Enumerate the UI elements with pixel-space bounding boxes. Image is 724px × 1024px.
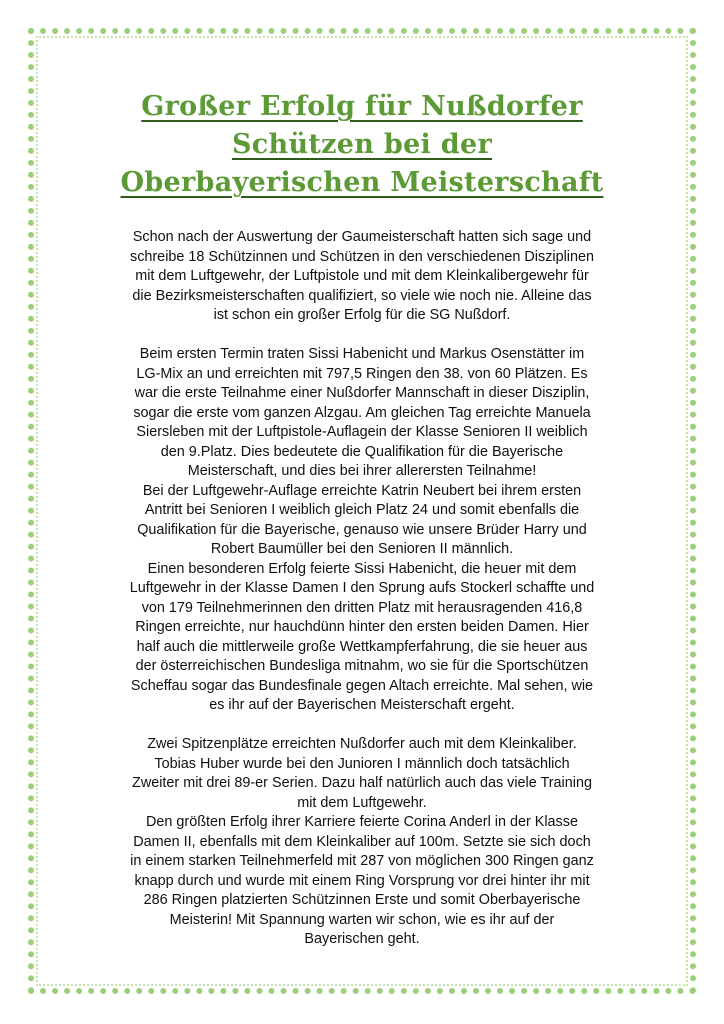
text-line: Robert Baumüller bei den Senioren II männlich. bbox=[210, 541, 514, 557]
page-title bbox=[60, 88, 664, 202]
paragraph-1 bbox=[72, 228, 652, 326]
text-line: Bayerischen geht. bbox=[304, 931, 420, 947]
text-line: mit dem Luftgewehr. bbox=[297, 794, 427, 811]
paragraph-gap bbox=[72, 326, 652, 346]
text-line: Siersleben mit der Luftpistole-Auflagein der Klasse Senioren II weiblich bbox=[136, 424, 588, 440]
text-line: in einem starken Teilnehmerfeld mit 287 von möglichen 300 Ringen ganz bbox=[130, 853, 594, 869]
text-line: knapp durch und wurde mit einem Ring Vorsprung vor drei hinter ihr mit bbox=[134, 872, 590, 889]
text-line: der österreichischen Bundesliga mitnahm, wo sie für die Sportschützen bbox=[135, 658, 589, 674]
text-line: Bei der Luftgewehr-Auflage erreichte Katrin Neubert bei ihrem ersten bbox=[142, 482, 582, 499]
text-line: Meisterschaft, und dies bei ihrer allerersten Teilnahme! bbox=[187, 463, 537, 479]
paragraph-gap bbox=[72, 716, 652, 736]
paragraph-2 bbox=[72, 345, 652, 716]
title-line: Oberbayerischen Meisterschaft bbox=[120, 167, 604, 198]
text-line: Den größten Erfolg ihrer Karriere feierte Corina Anderl in der Klasse bbox=[146, 814, 578, 830]
text-line: Schon nach der Auswertung der Gaumeisterschaft hatten sich sage und bbox=[132, 229, 592, 245]
paragraph-3 bbox=[72, 735, 652, 950]
text-line: sogar die erste vom ganzen Alzgau. Am gleichen Tag erreichte Manuela bbox=[133, 404, 591, 421]
text-line: ist schon ein großer Erfolg für die SG Nußdorf. bbox=[213, 307, 511, 323]
text-line: mit dem Luftgewehr, der Luftpistole und mit dem Kleinkalibergewehr für bbox=[135, 268, 589, 284]
text-line: Scheffau sogar das Bundesfinale gegen Altach erreichte. Mal sehen, wie bbox=[130, 677, 594, 694]
text-line: half auch die mittlerweile große Wettkampferfahrung, die sie heuer aus bbox=[136, 638, 588, 655]
text-line: es ihr auf der Bayerischen Meisterschaft ergeht. bbox=[209, 697, 515, 713]
text-line: die Bezirksmeisterschaften qualifiziert, so viele wie noch nie. Alleine das bbox=[132, 287, 592, 304]
text-line: von 179 Teilnehmerinnen den dritten Platz mit herausragenden 416,8 bbox=[141, 599, 583, 616]
text-line: Beim ersten Termin traten Sissi Habenicht und Markus Osenstätter im bbox=[139, 346, 585, 362]
title-line: Schützen bei der bbox=[231, 129, 492, 160]
text-line: Ringen erreichte, nur hauchdünn hinter den ersten beiden Damen. Hier bbox=[135, 619, 589, 635]
text-line: Antritt bei Senioren I weiblich gleich Platz 24 und somit ebenfalls die bbox=[144, 502, 580, 518]
title-line: Großer Erfolg für Nußdorfer bbox=[141, 91, 583, 122]
text-line: Einen besonderen Erfolg feierte Sissi Habenicht, die heuer mit dem bbox=[147, 560, 577, 577]
text-line: Zweiter mit drei 89-er Serien. Dazu half natürlich auch das viele Training bbox=[132, 775, 592, 791]
text-line: Zwei Spitzenplätze erreichten Nußdorfer auch mit dem Kleinkaliber. bbox=[147, 736, 577, 752]
text-line: Luftgewehr in der Klasse Damen I den Sprung aufs Stockerl schaffte und bbox=[129, 580, 595, 596]
article-body bbox=[72, 228, 652, 950]
text-line: Damen II, ebenfalls mit dem Kleinkaliber auf 100m. Setzte sie sich doch bbox=[133, 833, 591, 850]
text-line: 286 Ringen platzierten Schützinnen Erste und somit Oberbayerische bbox=[143, 892, 581, 908]
text-line: schreibe 18 Schützinnen und Schützen in den verschiedenen Disziplinen bbox=[130, 248, 594, 265]
text-line: den 9.Platz. Dies bedeutete die Qualifikation für die Bayerische bbox=[160, 443, 564, 460]
text-line: LG-Mix an und erreichten mit 797,5 Ringen den 38. von 60 Plätzen. Es bbox=[136, 365, 588, 382]
text-line: Meisterin! Mit Spannung warten wir schon, wie es ihr auf der bbox=[169, 911, 555, 928]
text-line: Qualifikation für die Bayerische, genauso wie unsere Brüder Harry und bbox=[137, 521, 587, 538]
text-line: war die erste Teilnahme einer Nußdorfer Mannschaft in dieser Disziplin, bbox=[134, 385, 590, 401]
text-line: Tobias Huber wurde bei den Junioren I männlich doch tatsächlich bbox=[154, 755, 570, 772]
